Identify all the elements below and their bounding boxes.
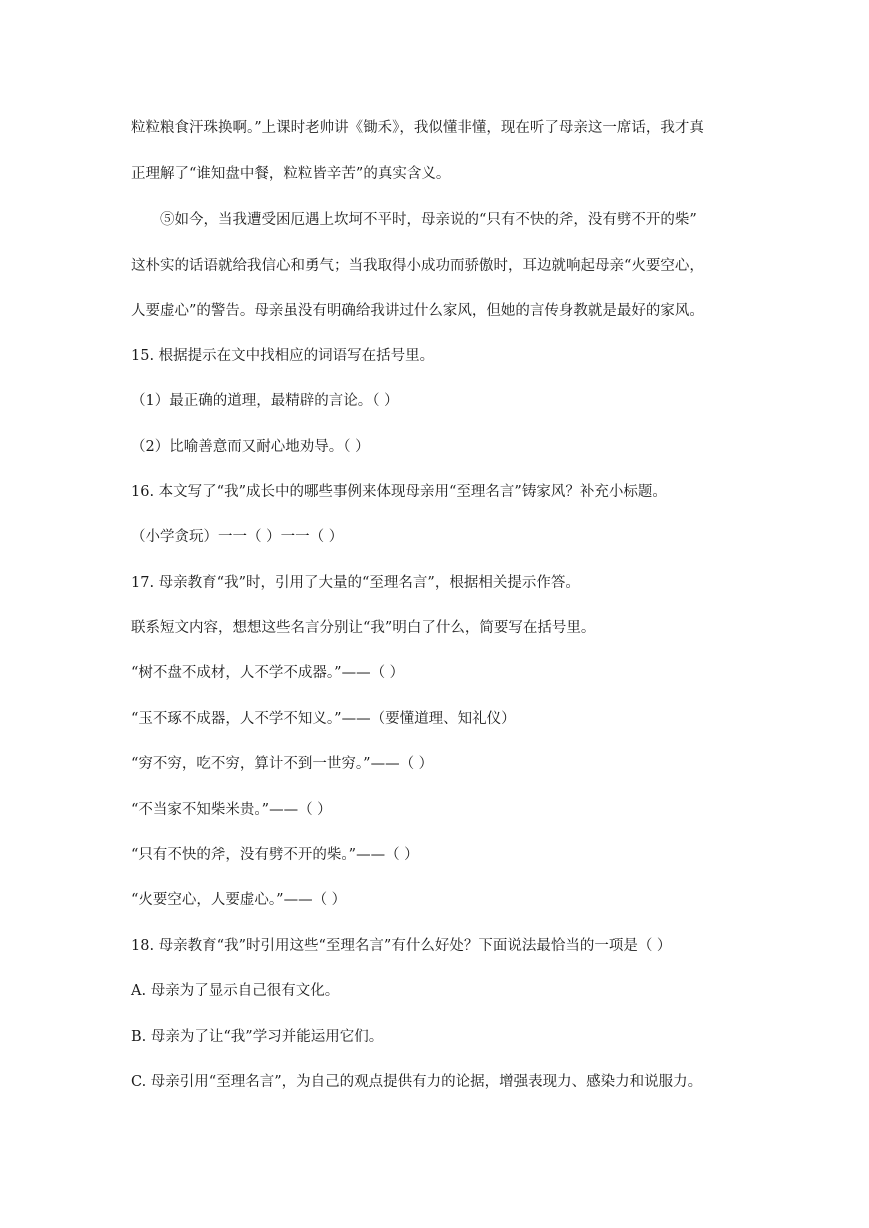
question-17-quote: “玉不琢不成器，人不学不知义。”——（要懂道理、知礼仪） [131, 711, 516, 727]
question-16-stem: 16. 本文写了“我”成长中的哪些事例来体现母亲用“至理名言”铸家风？补充小标题。 [131, 484, 667, 500]
passage-line: 正理解了“谁知盘中餐，粒粒皆辛苦”的真实含义。 [131, 166, 451, 182]
question-18-option-b: B. 母亲为了让“我”学习并能运用它们。 [131, 1029, 384, 1045]
question-17-quote: “不当家不知柴米贵。”——（ ） [131, 802, 332, 818]
passage-paragraph-5-start: ⑤如今，当我遭受困厄遇上坎坷不平时，母亲说的“只有不快的斧，没有劈不开的柴” [160, 212, 697, 228]
question-15-stem: 15. 根据提示在文中找相应的词语写在括号里。 [131, 348, 435, 364]
question-17-quote: “只有不快的斧，没有劈不开的柴。”——（ ） [131, 847, 419, 863]
question-18-option-a: A. 母亲为了显示自己很有文化。 [131, 983, 340, 999]
passage-line: 这朴实的话语就给我信心和勇气；当我取得小成功而骄傲时，耳边就响起母亲“火要空心， [131, 258, 704, 274]
question-15-item-1: （1）最正确的道理，最精辟的言论。（ ） [131, 393, 399, 409]
question-17-quote: “火要空心，人要虚心。”——（ ） [131, 892, 347, 908]
question-17-quote: “树不盘不成材，人不学不成器。”——（ ） [131, 665, 405, 681]
question-17-stem: 17. 母亲教育“我”时，引用了大量的“至理名言”，根据相关提示作答。 [131, 575, 580, 591]
question-15-item-2: （2）比喻善意而又耐心地劝导。（ ） [131, 439, 370, 455]
question-17-instruction: 联系短文内容，想想这些名言分别让“我”明白了什么，简要写在括号里。 [131, 620, 596, 636]
passage-line: 粒粒粮食汗珠换啊。”上课时老帅讲《锄禾》，我似懂非懂，现在听了母亲这一席话，我才真 [131, 120, 704, 136]
question-16-blanks: （小学贪玩）一一（ ）一一（ ） [131, 529, 344, 545]
question-17-quote: “穷不穷，吃不穷，算计不到一世穷。”——（ ） [131, 756, 434, 772]
question-18-stem: 18. 母亲教育“我”时引用这些“至理名言”有什么好处？下面说法最恰当的一项是（ ） [131, 938, 672, 954]
question-18-option-c: C. 母亲引用“至理名言”，为自己的观点提供有力的论据，增强表现力、感染力和说服力。 [131, 1074, 703, 1090]
passage-line: 人要虚心”的警告。母亲虽没有明确给我讲过什么家风，但她的言传身教就是最好的家风。 [131, 303, 704, 319]
